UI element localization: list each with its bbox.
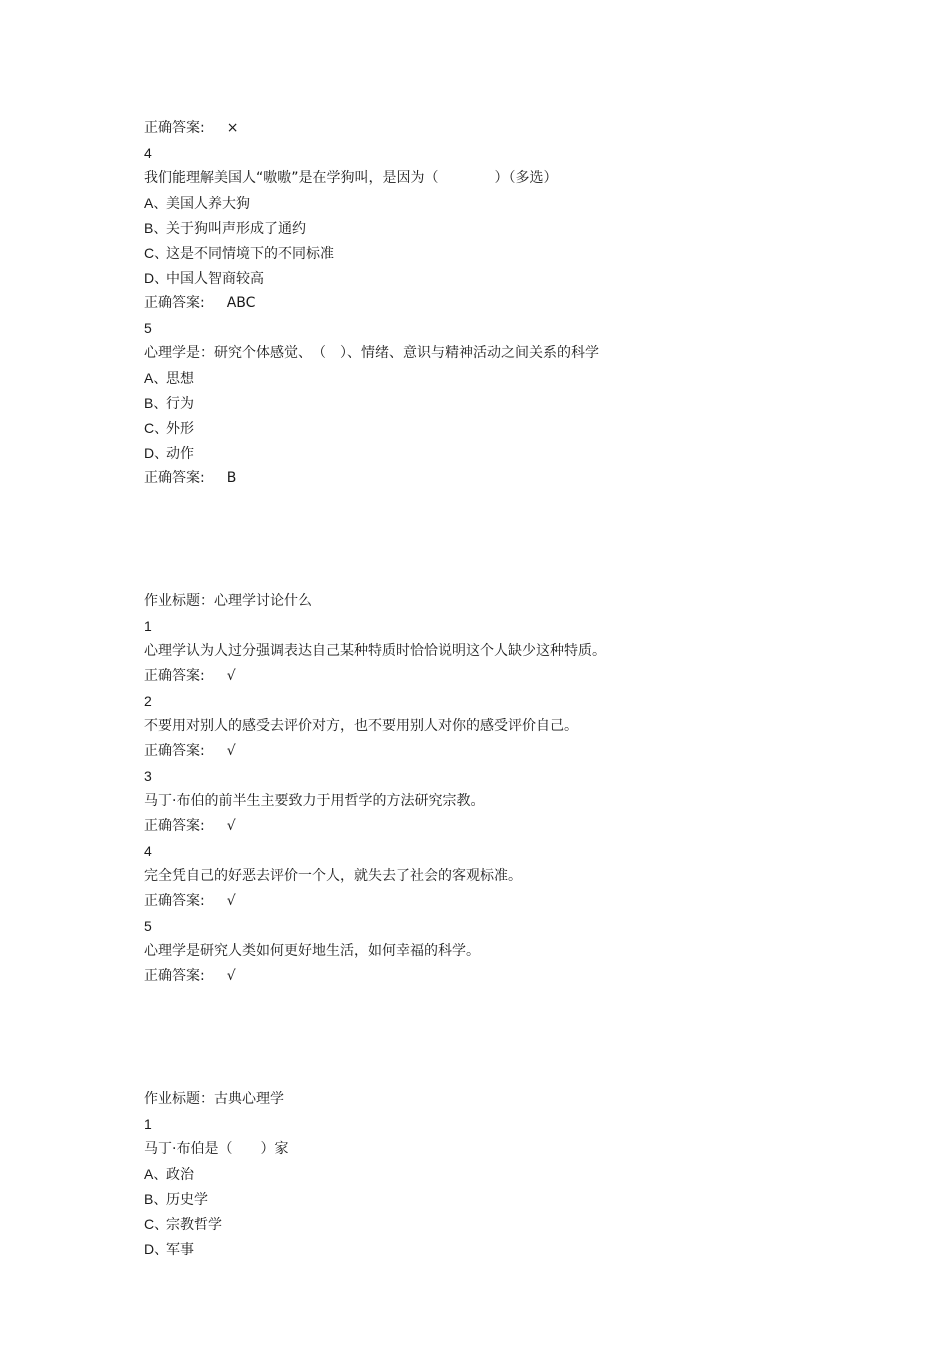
option-item xyxy=(144,366,904,391)
question-number: 4 xyxy=(144,145,152,161)
option-letter: C、 xyxy=(144,420,169,436)
option-letter: A、 xyxy=(144,370,168,386)
question-text: 马丁·布伯的前半生主要致力于用哲学的方法研究宗教。 xyxy=(144,793,485,809)
answer-line xyxy=(144,291,904,316)
question-text: 我们能理解美国人“嗷嗷”是在学狗叫，是因为（ ）（多选） xyxy=(144,170,558,186)
answer-label: 正确答案: xyxy=(144,743,205,759)
option-item xyxy=(144,266,904,291)
answer-label: 正确答案: xyxy=(144,120,205,136)
answer-label: 正确答案: xyxy=(144,893,205,909)
option-letter: D、 xyxy=(144,445,169,461)
answer-line xyxy=(144,889,904,914)
answer-line xyxy=(144,964,904,989)
answer-label: 正确答案: xyxy=(144,470,205,486)
answer-value: × xyxy=(226,120,239,136)
answer-label: 正确答案: xyxy=(144,668,205,684)
option-text: 美国人养大狗 xyxy=(166,196,250,212)
answer-label: 正确答案: xyxy=(144,295,205,311)
answer-value: ABC xyxy=(226,295,256,311)
option-text: 历史学 xyxy=(166,1192,208,1208)
assignment-title: 作业标题：心理学讨论什么 xyxy=(144,593,312,609)
question-number: 1 xyxy=(144,618,152,634)
option-item xyxy=(144,216,904,241)
section-what-psychology-discusses xyxy=(144,589,904,989)
section-classical-psychology xyxy=(144,1087,904,1262)
answer-line xyxy=(144,739,904,764)
section-gap xyxy=(144,1038,904,1087)
question-number: 5 xyxy=(144,320,152,336)
answer-value: √ xyxy=(226,893,236,909)
option-item xyxy=(144,416,904,441)
question-number: 1 xyxy=(144,1116,152,1132)
option-text: 这是不同情境下的不同标准 xyxy=(166,246,334,262)
option-letter: A、 xyxy=(144,195,168,211)
answer-label: 正确答案: xyxy=(144,968,205,984)
option-letter: A、 xyxy=(144,1166,168,1182)
option-text: 宗教哲学 xyxy=(166,1217,222,1233)
option-text: 关于狗叫声形成了通约 xyxy=(166,221,306,237)
answer-value: √ xyxy=(226,968,236,984)
answer-value: B xyxy=(226,470,237,486)
option-text: 外形 xyxy=(166,421,194,437)
option-letter: C、 xyxy=(144,245,169,261)
question-text: 心理学是研究人类如何更好地生活，如何幸福的科学。 xyxy=(144,943,480,959)
option-letter: B、 xyxy=(144,395,168,411)
answer-value: √ xyxy=(226,668,236,684)
option-letter: D、 xyxy=(144,1241,169,1257)
option-item xyxy=(144,1212,904,1237)
option-item xyxy=(144,441,904,466)
option-item xyxy=(144,391,904,416)
question-number: 5 xyxy=(144,918,152,934)
question-number: 3 xyxy=(144,768,152,784)
question-text: 心理学是：研究个体感觉、 （ ）、情绪、意识与精神活动之间关系的科学 xyxy=(144,345,599,361)
option-letter: B、 xyxy=(144,220,168,236)
section-gap xyxy=(144,540,904,589)
answer-line xyxy=(144,116,904,141)
answer-value: √ xyxy=(226,743,236,759)
section-previous-assignment xyxy=(144,116,904,491)
option-text: 动作 xyxy=(166,446,194,462)
answer-line xyxy=(144,814,904,839)
answer-line xyxy=(144,664,904,689)
section-gap xyxy=(144,989,904,1038)
option-item xyxy=(144,1162,904,1187)
option-text: 思想 xyxy=(166,371,194,387)
assignment-title: 作业标题：古典心理学 xyxy=(144,1091,284,1107)
option-letter: B、 xyxy=(144,1191,168,1207)
question-number: 4 xyxy=(144,843,152,859)
option-text: 行为 xyxy=(166,396,194,412)
section-gap xyxy=(144,491,904,540)
answer-label: 正确答案: xyxy=(144,818,205,834)
option-letter: D、 xyxy=(144,270,169,286)
option-text: 政治 xyxy=(166,1167,194,1183)
answer-line xyxy=(144,466,904,491)
option-letter: C、 xyxy=(144,1216,169,1232)
question-number: 2 xyxy=(144,693,152,709)
option-item xyxy=(144,191,904,216)
option-item xyxy=(144,1187,904,1212)
option-text: 中国人智商较高 xyxy=(166,271,264,287)
question-text: 心理学认为人过分强调表达自己某种特质时恰恰说明这个人缺少这种特质。 xyxy=(144,643,606,659)
question-text: 完全凭自己的好恶去评价一个人，就失去了社会的客观标准。 xyxy=(144,868,522,884)
question-text: 不要用对别人的感受去评价对方，也不要用别人对你的感受评价自己。 xyxy=(144,718,578,734)
question-text: 马丁·布伯是（ ）家 xyxy=(144,1141,289,1157)
option-item xyxy=(144,241,904,266)
document-page xyxy=(144,116,904,1262)
option-item xyxy=(144,1237,904,1262)
option-text: 军事 xyxy=(166,1242,194,1258)
answer-value: √ xyxy=(226,818,236,834)
